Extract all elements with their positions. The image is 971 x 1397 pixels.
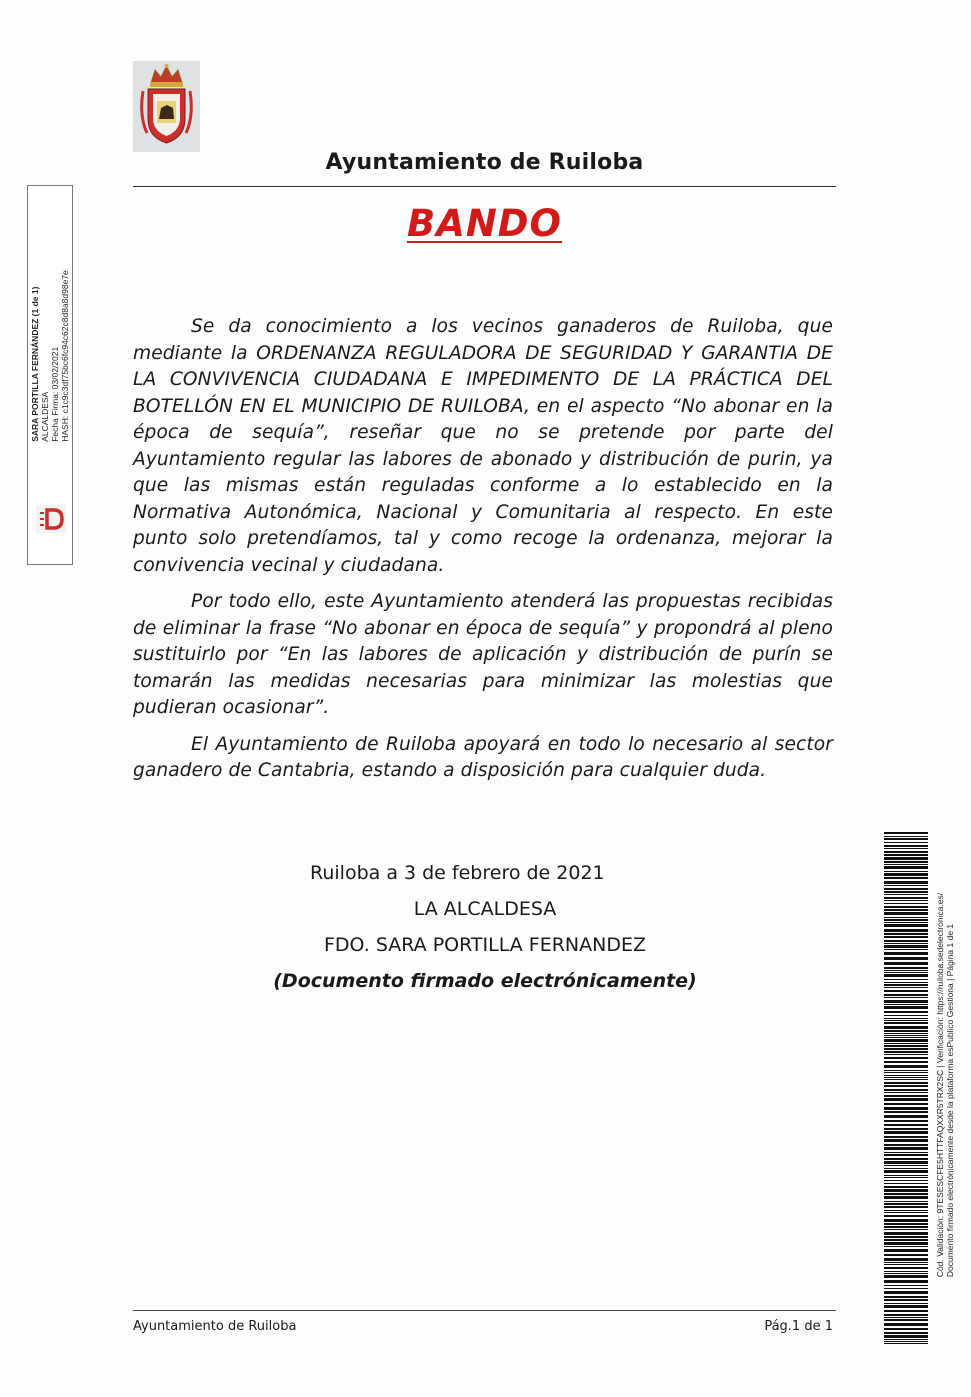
barcode-bar bbox=[884, 1170, 928, 1173]
barcode-bar bbox=[884, 936, 928, 938]
barcode-bar bbox=[884, 1310, 928, 1312]
barcode-bar bbox=[884, 1048, 928, 1050]
barcode-bar bbox=[884, 1006, 928, 1009]
barcode-bar bbox=[884, 1210, 928, 1211]
barcode-bar bbox=[884, 929, 928, 932]
barcode-bar bbox=[884, 952, 928, 955]
barcode-bar bbox=[884, 940, 928, 942]
barcode-bar bbox=[884, 994, 928, 996]
barcode-bar bbox=[884, 1079, 928, 1080]
barcode-bar bbox=[884, 1223, 928, 1225]
barcode-bar bbox=[884, 1206, 928, 1208]
barcode-bar bbox=[884, 836, 928, 837]
barcode-bar bbox=[884, 970, 928, 971]
barcode-bar bbox=[884, 857, 928, 860]
stamp-signer: SARA PORTILLA FERNÁNDEZ (1 de 1) bbox=[30, 286, 40, 442]
barcode-bar bbox=[884, 1246, 928, 1247]
barcode-bar bbox=[884, 1343, 928, 1344]
barcode-bar bbox=[884, 962, 928, 965]
platform-note: Documento firmado electrónicamente desde la plataforma esPublico Gestiona | Página 1 de 1 bbox=[945, 923, 955, 1278]
barcode-bar bbox=[884, 1070, 928, 1071]
barcode-bar bbox=[884, 1051, 928, 1053]
barcode-bar bbox=[884, 912, 928, 915]
barcode-bar bbox=[884, 979, 928, 980]
barcode-bar bbox=[884, 1095, 928, 1097]
barcode-bar bbox=[884, 881, 928, 884]
barcode-bar bbox=[884, 1229, 928, 1230]
barcode-bar bbox=[884, 1280, 928, 1283]
barcode-bar bbox=[884, 987, 928, 988]
barcode-bar bbox=[884, 891, 928, 893]
barcode-bar bbox=[884, 1072, 928, 1073]
barcode-bar bbox=[884, 1082, 928, 1084]
stamp-role: ALCALDESA bbox=[40, 391, 50, 442]
barcode-bar bbox=[884, 997, 928, 998]
barcode-bar bbox=[884, 1030, 928, 1032]
barcode-bar bbox=[884, 974, 928, 977]
barcode-bar bbox=[884, 1296, 928, 1298]
barcode-bar bbox=[884, 924, 928, 927]
barcode-bar bbox=[884, 943, 928, 944]
barcode-bar bbox=[884, 832, 928, 834]
barcode-bar bbox=[884, 842, 928, 843]
barcode-bar bbox=[884, 1212, 928, 1213]
signature-block bbox=[240, 855, 730, 999]
barcode-bar bbox=[884, 900, 928, 901]
barcode-bar bbox=[884, 1319, 928, 1321]
barcode-bar bbox=[884, 854, 928, 856]
barcode-bar bbox=[884, 861, 928, 863]
barcode-bar bbox=[884, 1075, 928, 1076]
barcode-bar bbox=[884, 1239, 928, 1241]
stamp-details bbox=[30, 270, 70, 442]
barcode-bar bbox=[884, 1111, 928, 1113]
footer-municipality: Ayuntamiento de Ruiloba bbox=[133, 1319, 297, 1334]
stamp-hash: HASH: c1c9c3df75bc6fc94c62c8d8a8d98e7e bbox=[60, 270, 70, 442]
barcode-bar bbox=[884, 897, 928, 899]
barcode-bar bbox=[884, 1203, 928, 1205]
barcode-bar bbox=[884, 1232, 928, 1235]
barcode-bar bbox=[884, 933, 928, 935]
barcode-bar bbox=[884, 919, 928, 921]
barcode-bar bbox=[884, 1085, 928, 1087]
barcode-bar bbox=[884, 1317, 928, 1318]
barcode-bar bbox=[884, 1098, 928, 1101]
barcode-bar bbox=[884, 1057, 928, 1059]
barcode-bar bbox=[884, 906, 928, 908]
barcode-bar bbox=[884, 1267, 928, 1269]
barcode-bar bbox=[884, 1115, 928, 1118]
barcode-bar bbox=[884, 967, 928, 969]
coat-of-arms-icon bbox=[133, 61, 200, 152]
barcode-bar bbox=[884, 1035, 928, 1036]
body-paragraph: El Ayuntamiento de Ruiloba apoyará en todo lo necesario al sector ganadero de Cantabria, estando a disposición para cualquier duda. bbox=[133, 733, 833, 781]
barcode-bar bbox=[884, 917, 928, 918]
footer-divider bbox=[133, 1310, 836, 1311]
barcode-bar bbox=[884, 1242, 928, 1245]
municipality-header: Ayuntamiento de Ruiloba bbox=[325, 150, 644, 175]
barcode-bar bbox=[884, 1011, 928, 1013]
barcode-bar bbox=[884, 1193, 928, 1195]
barcode-bar bbox=[884, 1000, 928, 1003]
signature-stamp bbox=[27, 185, 73, 565]
barcode-bar bbox=[884, 1018, 928, 1019]
barcode-bar bbox=[884, 945, 928, 948]
barcode-bar bbox=[884, 1249, 928, 1252]
barcode-bar bbox=[884, 1054, 928, 1055]
header-divider bbox=[133, 186, 836, 187]
barcode-bar bbox=[884, 1136, 928, 1138]
barcode-bar bbox=[884, 864, 928, 865]
barcode-bar bbox=[884, 1288, 928, 1289]
barcode-bar bbox=[884, 1196, 928, 1199]
barcode-bar bbox=[884, 1254, 928, 1256]
barcode-bar bbox=[884, 1065, 928, 1068]
barcode-bar bbox=[884, 909, 928, 911]
barcode-bar bbox=[884, 972, 928, 973]
barcode-bar bbox=[884, 1275, 928, 1278]
barcode-bar bbox=[884, 1131, 928, 1134]
barcode-bar bbox=[884, 1201, 928, 1202]
barcode-bar bbox=[884, 982, 928, 983]
barcode-icon bbox=[884, 832, 928, 1344]
barcode-bar bbox=[884, 1158, 928, 1160]
espublico-logo-icon bbox=[36, 505, 66, 533]
signer-name: FDO. SARA PORTILLA FERNANDEZ bbox=[324, 934, 646, 956]
electronic-signature-note: (Documento firmado electrónicamente) bbox=[273, 970, 697, 992]
barcode-bar bbox=[884, 1092, 928, 1093]
barcode-bar bbox=[884, 1033, 928, 1034]
barcode-bar bbox=[884, 1103, 928, 1105]
footer-page-number: Pág.1 de 1 bbox=[764, 1319, 833, 1334]
barcode-bar bbox=[884, 1139, 928, 1142]
barcode-bar bbox=[884, 1039, 928, 1042]
barcode-bar bbox=[884, 1332, 928, 1334]
barcode-bar bbox=[884, 1291, 928, 1294]
barcode-bar bbox=[884, 1189, 928, 1192]
barcode-bar bbox=[884, 1147, 928, 1150]
barcode-bar bbox=[884, 845, 928, 847]
place-and-date: Ruiloba a 3 de febrero de 2021 bbox=[310, 862, 605, 884]
body-paragraph: Se da conocimiento a los vecinos ganaderos de Ruiloba, que mediante la ORDENANZA REGULADORA DE SEGURIDAD Y GARANTIA DE LA CONVIVENCIA CIUDADANA E IMPEDIMENTO DE LA PRÁCTICA DEL BOTELLÓN EN EL MUNICIPIO DE RUILOBA, en el aspecto “No abonar en la época de sequía”, reseñar que no se pretende por parte del Ayuntamiento regular las labores de abonado y distribución de purin, ya que las mismas están reguladas conforme a lo establecido en la Normativa Autonómica, Nacional y Comunitaria al respecto. En este punto solo pretendíamos, tal y como recoge la ordenanza, mejorar la convivencia vecinal y ciudadana. bbox=[133, 316, 833, 576]
barcode-bar bbox=[884, 1004, 928, 1005]
barcode-bar bbox=[884, 1124, 928, 1126]
body-paragraph: Por todo ello, este Ayuntamiento atenderá las propuestas recibidas de eliminar la frase “No abonar en época de sequía” y propondrá al pleno sustituirlo por “En las labores de aplicación y distribución de purín se tomarán las medidas necesarias para minimizar las molestias que pudieran ocasionar”. bbox=[133, 591, 833, 718]
barcode-bar bbox=[884, 1020, 928, 1021]
barcode-bar bbox=[884, 1271, 928, 1272]
barcode-bar bbox=[884, 871, 928, 872]
barcode-bar bbox=[884, 1022, 928, 1024]
barcode-bar bbox=[884, 885, 928, 886]
barcode-bar bbox=[884, 1262, 928, 1263]
barcode-bar bbox=[884, 1120, 928, 1122]
barcode-bar bbox=[884, 903, 928, 904]
barcode-bar bbox=[884, 877, 928, 879]
barcode-bar bbox=[884, 894, 928, 895]
barcode-bar bbox=[884, 1341, 928, 1342]
barcode-bar bbox=[884, 1285, 928, 1286]
barcode-bar bbox=[884, 1026, 928, 1029]
barcode-bar bbox=[884, 1045, 928, 1047]
barcode-bar bbox=[884, 1215, 928, 1217]
barcode-bar bbox=[884, 922, 928, 923]
barcode-bar bbox=[884, 1219, 928, 1222]
barcode-bar bbox=[884, 1305, 928, 1308]
barcode-bar bbox=[884, 1168, 928, 1169]
barcode-bar bbox=[884, 1128, 928, 1130]
barcode-bar bbox=[884, 1177, 928, 1178]
barcode-bar bbox=[884, 1339, 928, 1340]
barcode-bar bbox=[884, 1144, 928, 1146]
document-body bbox=[133, 314, 833, 795]
barcode-bar bbox=[884, 1043, 928, 1044]
barcode-bar bbox=[884, 1107, 928, 1110]
barcode-bar bbox=[884, 984, 928, 986]
verification-text bbox=[935, 893, 955, 1277]
barcode-bar bbox=[884, 1328, 928, 1330]
barcode-bar bbox=[884, 1236, 928, 1238]
barcode-bar bbox=[884, 873, 928, 876]
barcode-bar bbox=[884, 957, 928, 960]
barcode-bar bbox=[884, 1154, 928, 1156]
validation-code: Cód. Validación: 9TESESCFE5HTTFAQXXR5TRX2SC | Verificación: https://ruiloba.sedelectronica.es/ bbox=[935, 892, 945, 1278]
barcode-bar bbox=[884, 1175, 928, 1176]
barcode-bar bbox=[884, 1314, 928, 1316]
barcode-bar bbox=[884, 990, 928, 992]
barcode-bar bbox=[884, 1303, 928, 1304]
barcode-bar bbox=[884, 866, 928, 869]
barcode-bar bbox=[884, 1061, 928, 1063]
barcode-bar bbox=[884, 851, 928, 853]
barcode-bar bbox=[884, 1089, 928, 1091]
barcode-bar bbox=[884, 1264, 928, 1265]
barcode-bar bbox=[884, 1077, 928, 1078]
barcode-bar bbox=[884, 888, 928, 890]
barcode-bar bbox=[884, 1152, 928, 1153]
barcode-bar bbox=[884, 1161, 928, 1164]
barcode-bar bbox=[884, 949, 928, 950]
barcode-bar bbox=[884, 838, 928, 840]
barcode-bar bbox=[884, 1165, 928, 1166]
barcode-bar bbox=[884, 1323, 928, 1326]
barcode-bar bbox=[884, 1335, 928, 1338]
document-title bbox=[133, 202, 836, 245]
stamp-date: Fecha Firma: 03/02/2021 bbox=[50, 346, 60, 442]
barcode-bar bbox=[884, 848, 928, 849]
barcode-bar bbox=[884, 1273, 928, 1274]
barcode-bar bbox=[884, 1258, 928, 1261]
barcode-bar bbox=[884, 1299, 928, 1301]
barcode-bar bbox=[884, 1186, 928, 1188]
signer-role: LA ALCALDESA bbox=[413, 898, 557, 920]
barcode-bar bbox=[884, 1037, 928, 1038]
title-text: BANDO bbox=[407, 202, 562, 245]
barcode-bar bbox=[884, 1015, 928, 1016]
barcode-bar bbox=[884, 1183, 928, 1184]
barcode-bar bbox=[884, 1226, 928, 1228]
barcode-bar bbox=[884, 1180, 928, 1181]
